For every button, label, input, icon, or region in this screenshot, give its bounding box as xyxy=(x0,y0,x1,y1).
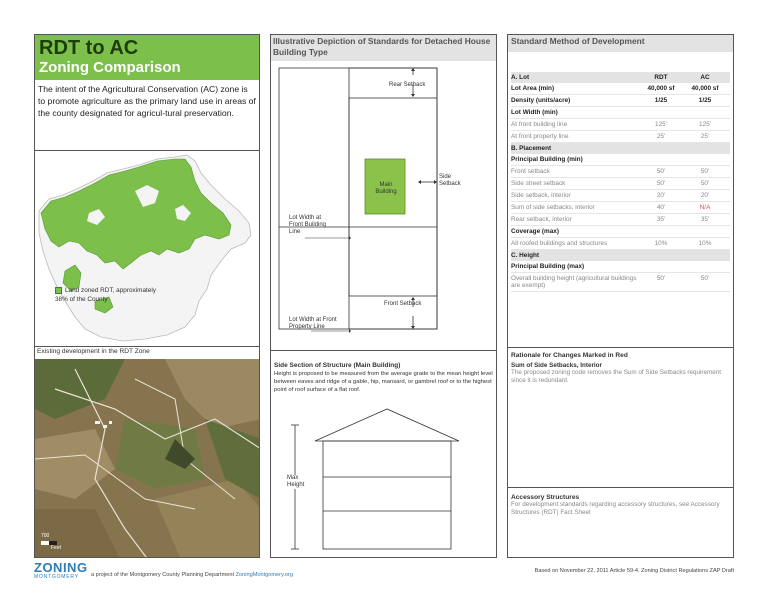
table-cell: A. Lot xyxy=(511,73,530,81)
map-legend xyxy=(55,286,165,304)
table-cell: At front building line xyxy=(511,120,568,128)
scale-label: Feet xyxy=(51,545,62,551)
table-cell: 50' xyxy=(700,274,710,282)
front-setback-label: Front Setback xyxy=(384,301,422,307)
legend-label: Land zoned RDT, approximately 38% of the County xyxy=(55,287,156,303)
table-cell xyxy=(639,156,683,164)
footer-source: Based on November 22, 2011 Article 59-4. Zoning District Regulations ZAP Draft xyxy=(534,568,734,574)
table-cell: Sum of side setbacks, interior xyxy=(511,203,595,211)
table-row xyxy=(511,72,730,83)
table-row xyxy=(511,214,730,226)
left-column xyxy=(34,34,260,558)
table-cell: 40,000 sf xyxy=(647,84,675,92)
table-cell: 20' xyxy=(700,191,710,199)
rationale-text: The proposed zoning code removes the Sum of Side Setbacks requirement since it is redundant. xyxy=(511,369,722,384)
table-cell xyxy=(683,263,727,271)
right-column xyxy=(507,34,734,558)
table-row xyxy=(511,261,730,273)
intro-text: The intent of the Agricultural Conservation (AC) zone is to promote agriculture as the primary land use in areas of the county designated for agricul-tural preservation. xyxy=(35,80,259,151)
table-cell: Side setback, interior xyxy=(511,191,571,199)
table-cell: 50' xyxy=(656,167,666,175)
table-row xyxy=(511,178,730,190)
table-cell xyxy=(683,109,727,117)
footer-credit xyxy=(91,572,293,578)
rationale-subtitle: Sum of Side Setbacks, Interior xyxy=(511,362,602,369)
table-cell xyxy=(683,156,727,164)
table-cell: 50' xyxy=(656,179,666,187)
table-cell: Density (units/acre) xyxy=(511,96,571,104)
table-cell: 25' xyxy=(656,132,666,140)
table-cell: 35' xyxy=(656,215,666,223)
site-plan-diagram xyxy=(271,61,496,351)
aerial-photo xyxy=(35,359,259,558)
table-row xyxy=(511,202,730,214)
footer-credit-text: a project of the Montgomery County Planning Department xyxy=(91,572,235,578)
table-row xyxy=(511,131,730,143)
table-row xyxy=(511,166,730,178)
table-cell xyxy=(683,145,727,153)
main-building-label: Main Building xyxy=(375,182,397,195)
table-cell: At front property line xyxy=(511,132,569,140)
rear-setback-label: Rear Setback xyxy=(389,82,426,88)
table-cell: AC xyxy=(700,73,710,81)
county-map xyxy=(35,151,259,347)
table-row xyxy=(511,119,730,131)
page-title: RDT to AC xyxy=(39,37,139,59)
table-row xyxy=(511,250,730,261)
table-cell: Rear setback, interior xyxy=(511,215,572,223)
table-cell: 1/25 xyxy=(654,96,668,104)
side-section xyxy=(271,351,496,557)
page-subtitle: Zoning Comparison xyxy=(39,59,181,76)
zoning-logo xyxy=(34,561,96,580)
side-setback-label: Side Setback xyxy=(439,174,461,187)
accessory-title: Accessory Structures xyxy=(511,494,580,501)
max-height-label: Max Height xyxy=(287,475,311,489)
table-cell xyxy=(639,145,683,153)
table-cell: 125' xyxy=(655,120,667,128)
table-cell: 35' xyxy=(700,215,710,223)
table-row xyxy=(511,238,730,250)
standards-heading: Standard Method of Development xyxy=(508,35,733,52)
rationale-box xyxy=(508,348,733,488)
standards-table xyxy=(508,52,733,348)
section-title: Side Section of Structure (Main Building) xyxy=(274,362,401,369)
scale-value: 700 xyxy=(41,533,50,539)
table-row xyxy=(511,154,730,166)
table-cell: 50' xyxy=(656,274,666,282)
rationale-title: Rationale for Changes Marked in Red xyxy=(511,352,628,359)
table-cell: 10% xyxy=(654,239,668,247)
table-row xyxy=(511,190,730,202)
middle-column xyxy=(270,34,497,558)
table-cell: Principal Building (max) xyxy=(511,262,585,270)
footer-link[interactable]: ZoningMontgomery.org xyxy=(235,572,294,578)
table-cell: Principal Building (min) xyxy=(511,155,583,163)
table-row xyxy=(511,226,730,238)
logo-main: ZONING xyxy=(34,560,88,575)
table-row xyxy=(511,273,730,292)
table-row xyxy=(511,107,730,119)
lot-width-front-line-label: Lot Width at Front Building Line xyxy=(289,215,327,235)
table-cell: Front setback xyxy=(511,167,550,175)
table-cell: Lot Width (min) xyxy=(511,108,558,116)
legend-swatch xyxy=(55,287,62,294)
table-cell xyxy=(639,109,683,117)
photo-caption: Existing development in the RDT Zone xyxy=(37,348,150,355)
table-cell: 40' xyxy=(656,203,666,211)
table-row xyxy=(511,83,730,95)
table-cell: 25' xyxy=(700,132,710,140)
table-cell: RDT xyxy=(654,73,668,81)
table-cell: 40,000 sf xyxy=(691,84,719,92)
table-cell xyxy=(639,228,683,236)
accessory-text: For development standards regarding accessory structures, see Accessory Structures (RDT) Fact Sheet xyxy=(511,501,720,516)
table-cell: All roofed buildings and structures xyxy=(511,239,608,247)
diagram-heading: Illustrative Depiction of Standards for Detached House Building Type xyxy=(271,35,496,61)
table-cell xyxy=(639,252,683,260)
table-cell: 20' xyxy=(656,191,666,199)
title-box xyxy=(35,35,259,80)
table-cell: Side street setback xyxy=(511,179,566,187)
table-cell: C. Height xyxy=(511,251,540,259)
aerial-photo-graphic xyxy=(35,359,259,558)
table-row xyxy=(511,143,730,154)
lot-width-property-label: Lot Width at Front Property Line xyxy=(289,317,337,330)
table-cell xyxy=(683,228,727,236)
table-cell: B. Placement xyxy=(511,144,552,152)
table-cell: 10% xyxy=(698,239,712,247)
table-cell: 125' xyxy=(699,120,711,128)
table-cell: 50' xyxy=(700,167,710,175)
table-cell: Overall building height (agricultural buildings are exempt) xyxy=(511,274,637,289)
table-cell: Coverage (max) xyxy=(511,227,559,235)
table-cell: Lot Area (min) xyxy=(511,84,555,92)
table-cell: 50' xyxy=(700,179,710,187)
section-text: Height is proposed to be measured from the average grade to the mean height level between eaves and ridge of a gable, hip, mansard, or gambrel roof or to the highest point of roof surface of a flat roof. xyxy=(274,371,493,394)
table-cell xyxy=(683,252,727,260)
table-cell: 1/25 xyxy=(698,96,712,104)
standards-rows xyxy=(511,72,730,292)
table-row xyxy=(511,95,730,107)
county-map-graphic xyxy=(35,151,260,347)
logo-sub: MONTGOMERY xyxy=(34,574,79,580)
table-cell xyxy=(639,263,683,271)
accessory-box xyxy=(508,491,733,519)
table-cell: N/A xyxy=(699,203,711,211)
